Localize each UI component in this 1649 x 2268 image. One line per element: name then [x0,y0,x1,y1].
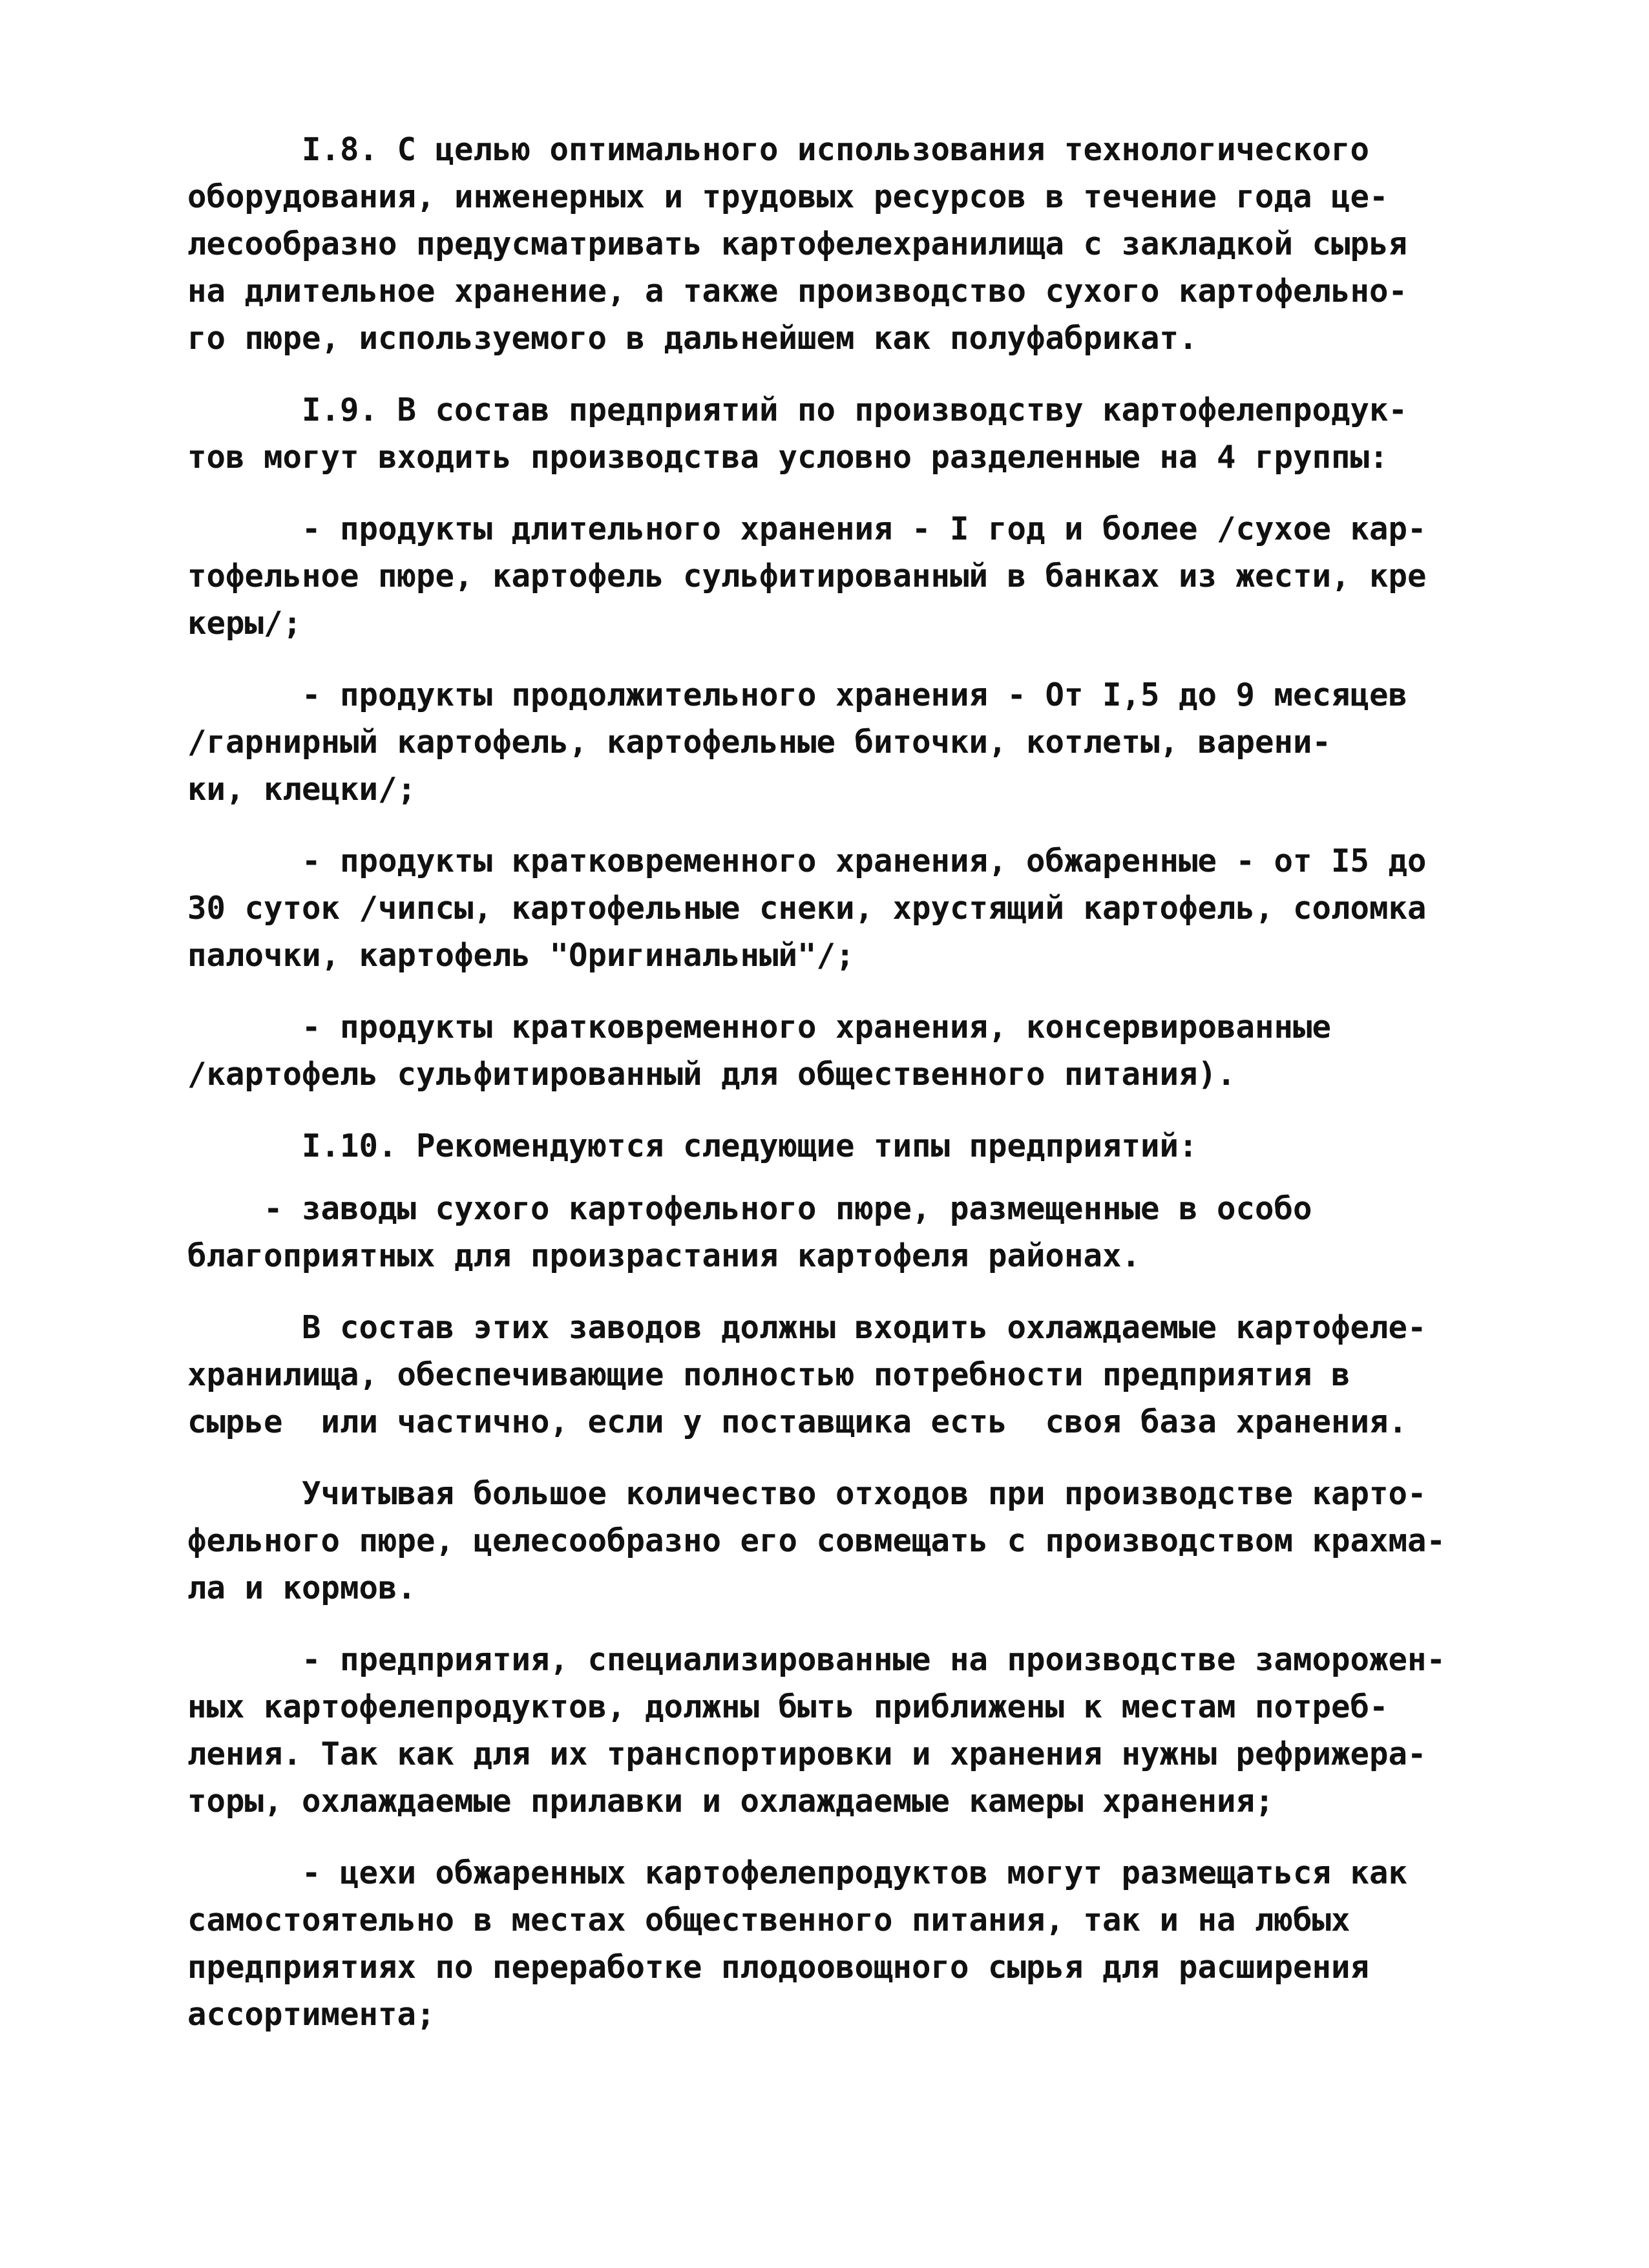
text-line: керы/; [187,605,302,642]
paragraph-gap [187,979,1506,1003]
text-line: I.9. В состав предприятий по производству картофелепродук- [187,392,1408,428]
text-line: - предприятия, специализированные на производстве заморожен- [187,1641,1446,1678]
text-line: предприятиях по переработке плодоовощного сырья для расширения [187,1949,1370,1986]
paragraph [187,386,1506,481]
text-line: 30 суток /чипсы, картофельные снеки, хрустящий картофель, соломка [187,890,1427,927]
text-line: ла и кормов. [187,1570,417,1606]
text-line: лесообразно предусматривать картофелехранилища с закладкой сырья [187,226,1408,262]
paragraph [187,1122,1506,1170]
paragraph-gap [187,1170,1506,1185]
text-line: го пюре, используемого в дальнейшем как полуфабрикат. [187,320,1198,357]
text-line: ассортимента; [187,1996,436,2033]
text-line: торы, охлаждаемые прилавки и охлаждаемые камеры хранения; [187,1783,1274,1820]
paragraph [187,1849,1506,2038]
paragraph-gap [187,1825,1506,1849]
paragraph-gap [187,647,1506,671]
text-line: самостоятельно в местах общественного питания, так и на любых [187,1902,1350,1938]
paragraph [187,837,1506,979]
text-line: /гарнирный картофель, картофельные биточки, котлеты, варени- [187,724,1332,761]
paragraph [187,1185,1506,1279]
text-line: - цехи обжаренных картофелепродуктов могут размещаться как [187,1854,1408,1891]
text-line: ки, клецки/; [187,771,417,808]
paragraph-gap [187,481,1506,505]
text-line: В состав этих заводов должны входить охлаждаемые картофеле- [187,1309,1427,1346]
paragraph [187,671,1506,813]
text-line: /картофель сульфитированный для общественного питания). [187,1056,1236,1093]
document-body [187,126,1506,2038]
text-line: на длительное хранение, а также производство сухого картофельно- [187,273,1408,310]
text-line: I.8. С целью оптимального использования технологического [187,131,1370,168]
paragraph-gap [187,1445,1506,1470]
text-line: хранилища, обеспечивающие полностью потребности предприятия в [187,1356,1350,1393]
paragraph [187,1304,1506,1445]
text-line: Учитывая большое количество отходов при производстве карто- [187,1475,1427,1512]
text-line: - продукты кратковременного хранения, консервированные [187,1009,1332,1045]
text-line: тофельное пюре, картофель сульфитированный в банках из жести, кре [187,558,1427,594]
text-line: тов могут входить производства условно разделенные на 4 группы: [187,439,1389,476]
paragraph [187,126,1506,362]
text-line: ных картофелепродуктов, должны быть приближены к местам потреб- [187,1688,1389,1725]
text-line: фельного пюре, целесообразно его совмещать с производством крахма- [187,1522,1446,1559]
text-line: - заводы сухого картофельного пюре, размещенные в особо [187,1190,1312,1227]
text-line: сырье или частично, если у поставщика есть своя база хранения. [187,1403,1408,1440]
paragraph [187,505,1506,647]
paragraph [187,1003,1506,1098]
paragraph-gap [187,813,1506,837]
text-line: I.10. Рекомендуются следующие типы предприятий: [187,1128,1198,1164]
paragraph-gap [187,1612,1506,1636]
text-line: - продукты продолжительного хранения - От I,5 до 9 месяцев [187,677,1408,713]
text-line: благоприятных для произрастания картофеля районах. [187,1237,1141,1274]
text-line: - продукты кратковременного хранения, обжаренные - от I5 до [187,843,1427,879]
paragraph [187,1470,1506,1612]
paragraph-gap [187,362,1506,386]
paragraph-gap [187,1279,1506,1304]
paragraph [187,1636,1506,1825]
text-line: - продукты длительного хранения - I год и более /сухое кар- [187,510,1427,547]
paragraph-gap [187,1098,1506,1122]
text-line: палочки, картофель "Оригинальный"/; [187,937,855,974]
text-line: ления. Так как для их транспортировки и хранения нужны рефрижера- [187,1736,1427,1772]
text-line: оборудования, инженерных и трудовых ресурсов в течение года це- [187,178,1389,215]
